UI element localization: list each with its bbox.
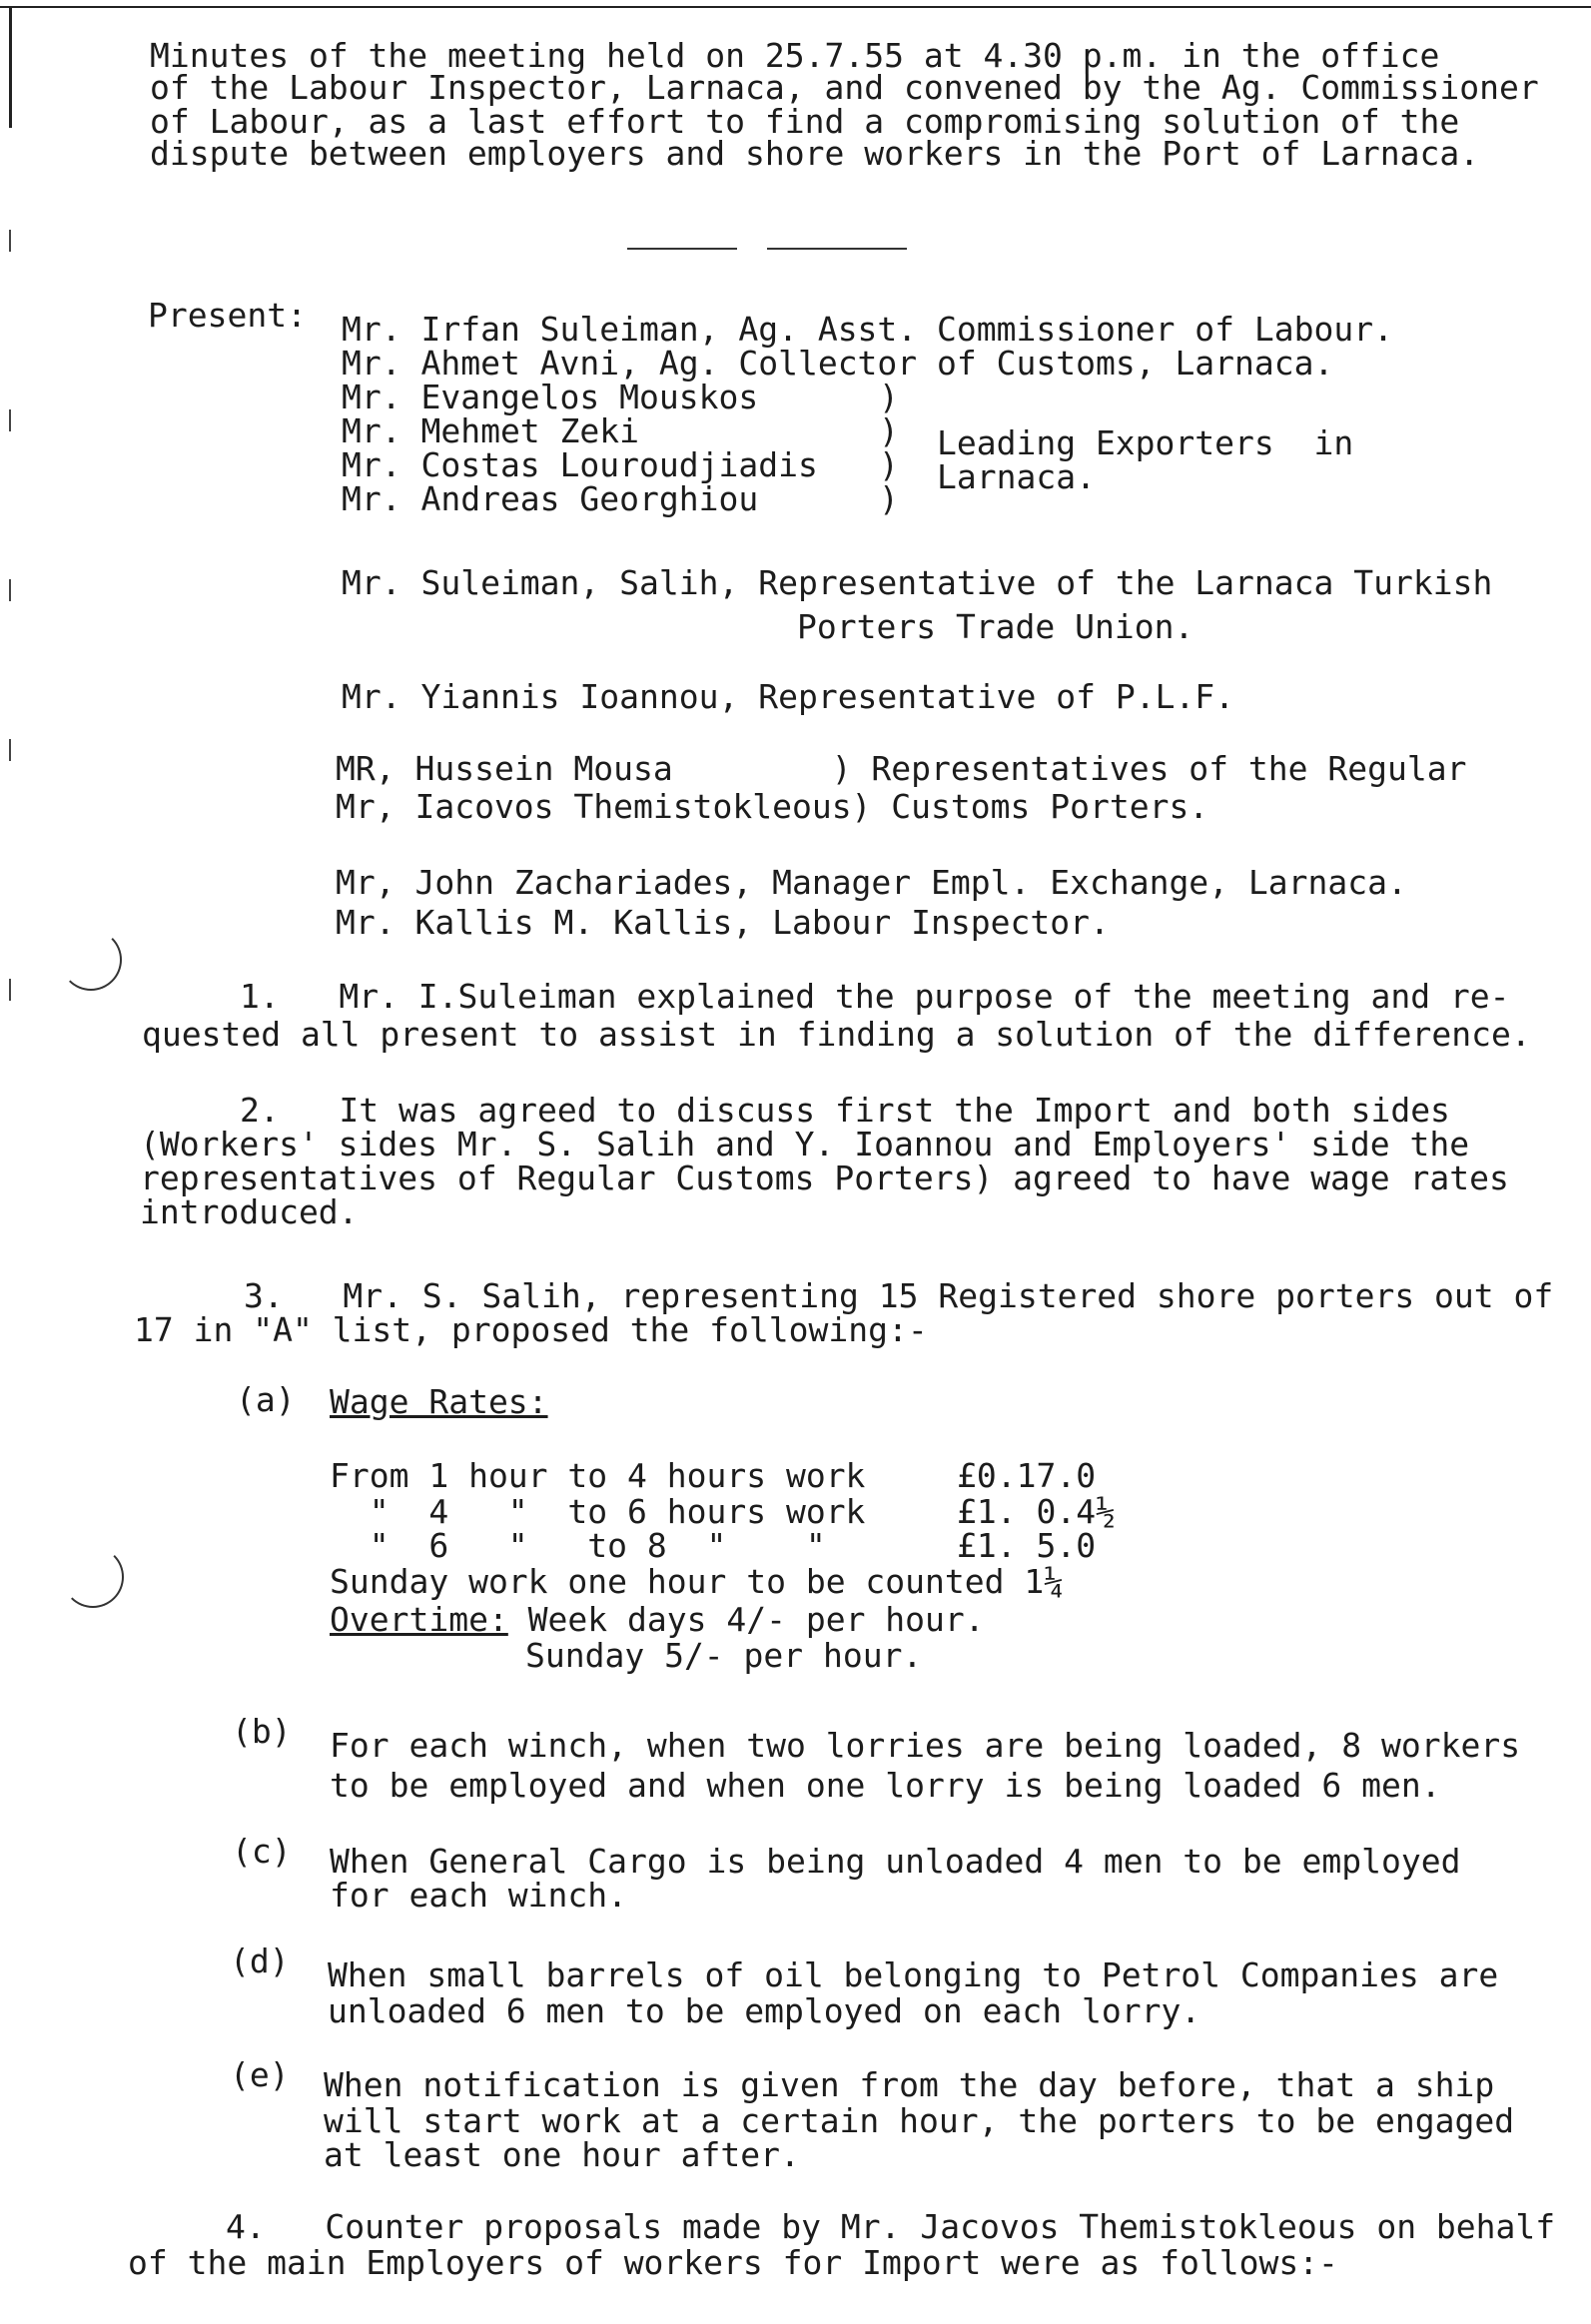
overtime-label: Overtime: — [330, 1600, 508, 1639]
paragraph-line: quested all present to assist in finding a solution of the difference. — [142, 1015, 1531, 1054]
paragraph-line: 2. It was agreed to discuss first the Import and both sides — [240, 1091, 1450, 1130]
exporter-name: Mr. Evangelos Mouskos — [342, 378, 759, 416]
item-marker: (d) — [230, 1941, 290, 1980]
rate-amount: £1. 0.4½ — [957, 1492, 1116, 1531]
rate-amount: £0.17.0 — [957, 1456, 1097, 1495]
heading-line: Minutes of the meeting held on 25.7.55 at 4.30 p.m. in the office — [150, 36, 1440, 75]
item-line: at least one hour after. — [324, 2135, 800, 2174]
rate-text: " 6 " to 8 " " — [330, 1526, 826, 1565]
exporter-name: Mr. Mehmet Zeki — [342, 411, 640, 450]
item-line: will start work at a certain hour, the porters to be engaged — [324, 2101, 1515, 2140]
attendee-line: Mr. Yiannis Ioannou, Representative of P.L.F. — [342, 677, 1235, 716]
overtime-line — [330, 1602, 985, 1638]
rate-text: From 1 hour to 4 hours work — [330, 1456, 866, 1495]
present-label: Present: — [148, 296, 307, 335]
separator-rule — [767, 248, 907, 250]
exporter-name: Mr. Andreas Georghiou — [342, 479, 759, 518]
paragraph-line: of the main Employers of workers for Import were as follows:- — [128, 2243, 1338, 2282]
margin-tick — [9, 230, 11, 252]
top-edge-line — [0, 6, 1591, 8]
item-line: When General Cargo is being unloaded 4 men to be employed — [330, 1842, 1461, 1881]
paragraph-line: (Workers' sides Mr. S. Salih and Y. Ioannou and Employers' side the — [140, 1125, 1470, 1163]
item-marker: (c) — [232, 1832, 292, 1871]
heading-line: of Labour, as a last effort to find a compromising solution of the — [150, 102, 1460, 141]
item-line: unloaded 6 men to be employed on each lorry. — [328, 1991, 1201, 2030]
paragraph-line: 4. Counter proposals made by Mr. Jacovos Themistokleous on behalf — [226, 2207, 1556, 2246]
item-line: to be employed and when one lorry is being loaded 6 men. — [330, 1766, 1441, 1805]
paragraph-line: 1. Mr. I.Suleiman explained the purpose of the meeting and re- — [240, 977, 1510, 1016]
separator-rule — [627, 248, 737, 250]
bracket-mark: ) — [879, 411, 899, 450]
margin-tick — [9, 979, 11, 1001]
item-line: For each winch, when two lorries are being loaded, 8 workers — [330, 1726, 1521, 1765]
punch-hole-mark — [60, 929, 122, 991]
wage-rates-title: Wage Rates: — [330, 1382, 548, 1421]
overtime-sunday: Sunday 5/- per hour. — [525, 1636, 923, 1675]
left-margin-line — [9, 8, 12, 128]
attendee-line: Mr. Suleiman, Salih, Representative of the Larnaca Turkish — [342, 563, 1493, 602]
exporter-name: Mr. Costas Louroudjiadis — [342, 445, 818, 484]
exporters-role: Larnaca. — [937, 457, 1096, 496]
attendee-line: Mr. Irfan Suleiman, Ag. Asst. Commissioner of Labour. — [342, 310, 1393, 349]
heading-line: dispute between employers and shore workers in the Port of Larnaca. — [150, 134, 1480, 173]
item-line: for each winch. — [330, 1876, 628, 1915]
overtime-weekdays: Week days 4/- per hour. — [507, 1600, 985, 1639]
attendee-line: MR, Hussein Mousa ) Representatives of the Regular — [336, 749, 1467, 788]
attendee-line: Mr. Ahmet Avni, Ag. Collector of Customs, Larnaca. — [342, 344, 1334, 383]
punch-hole-mark — [62, 1546, 124, 1608]
attendee-line: Mr, John Zachariades, Manager Empl. Exchange, Larnaca. — [336, 863, 1407, 902]
rate-text: " 4 " to 6 hours work — [330, 1492, 866, 1531]
attendee-line: Mr. Kallis M. Kallis, Labour Inspector. — [336, 903, 1110, 942]
paragraph-line: introduced. — [140, 1192, 359, 1231]
paragraph-line: 17 in "A" list, proposed the following:- — [134, 1310, 928, 1349]
margin-tick — [9, 409, 11, 431]
item-line: When notification is given from the day before, that a ship — [324, 2065, 1495, 2104]
item-marker: (b) — [232, 1712, 292, 1751]
item-marker: (a) — [236, 1380, 296, 1419]
paragraph-line: representatives of Regular Customs Porters) agreed to have wage rates — [140, 1159, 1509, 1197]
bracket-mark: ) — [879, 479, 899, 518]
item-line: When small barrels of oil belonging to Petrol Companies are — [328, 1955, 1499, 1994]
heading-line: of the Labour Inspector, Larnaca, and convened by the Ag. Commissioner — [150, 68, 1539, 107]
attendee-line: Porters Trade Union. — [797, 607, 1194, 646]
margin-tick — [9, 739, 11, 761]
item-marker: (e) — [230, 2055, 290, 2094]
margin-tick — [9, 579, 11, 601]
bracket-mark: ) — [879, 378, 899, 416]
bracket-mark: ) — [879, 445, 899, 484]
rate-amount: £1. 5.0 — [957, 1526, 1097, 1565]
attendee-line: Mr, Iacovos Themistokleous) Customs Porters. — [336, 787, 1209, 826]
sunday-rule: Sunday work one hour to be counted 1¼ — [330, 1562, 1065, 1601]
exporters-role: Leading Exporters in — [937, 423, 1354, 462]
paragraph-line: 3. Mr. S. Salih, representing 15 Registered shore porters out of — [244, 1276, 1554, 1315]
